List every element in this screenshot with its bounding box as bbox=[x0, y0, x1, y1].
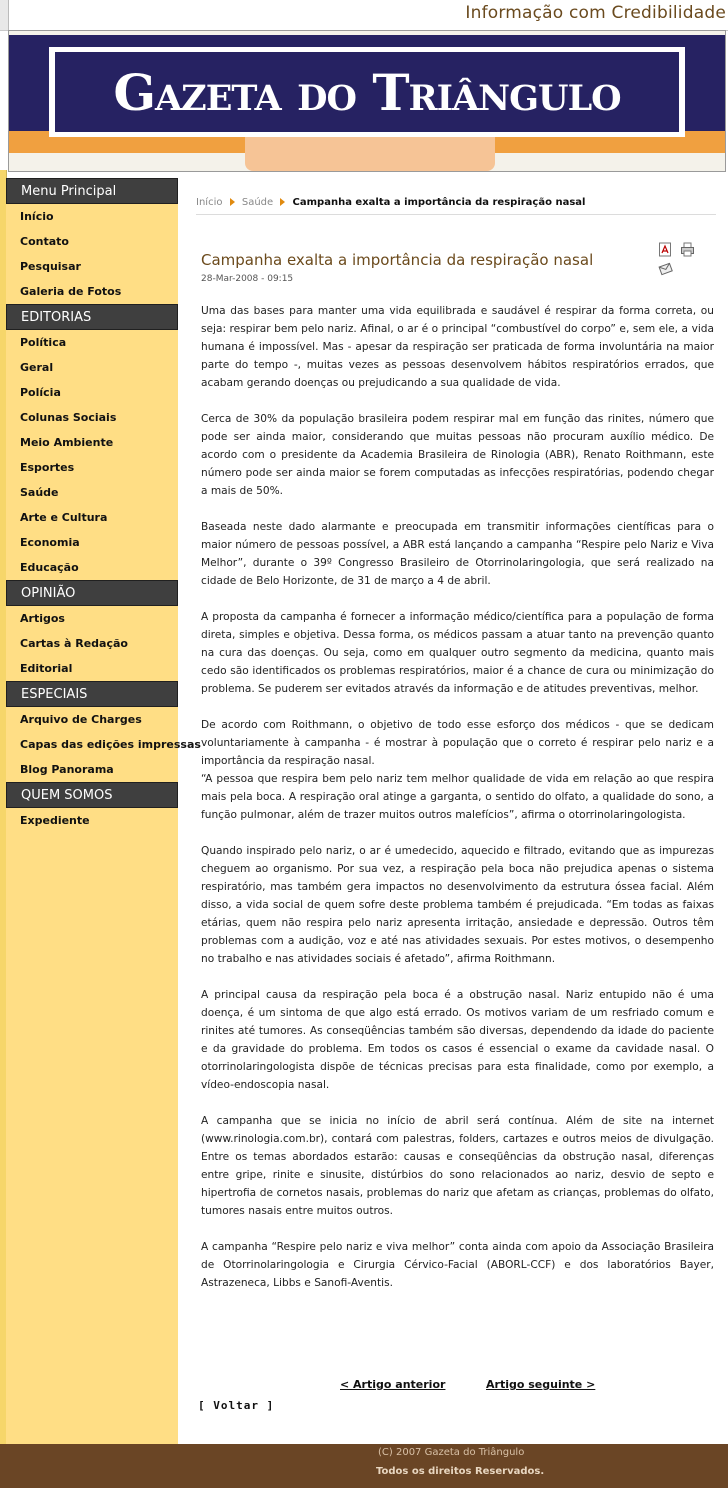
article-paragraph: A principal causa da respiração pela boca é a obstrução nasal. Nariz entupido não é uma doença, é um sintoma de que algo está errado. Os motivos variam de um resfriado comum e rinites até tumores. As conseqüências também são diversas, dependendo da idade do paciente e da gravidade do problema. Em todos os casos é essencial o exame da cavidade nasal. O otorrinolaringologista dispõe de técnicas precisas para esta finalidade, como por exemplo, a vídeo-endoscopia nasal. bbox=[201, 989, 714, 1091]
editorias-header: EDITORIAS bbox=[6, 304, 178, 330]
top-bar-edge bbox=[0, 0, 9, 30]
sidebar-item-contato[interactable]: Contato bbox=[20, 235, 69, 248]
sidebar-item-pesquisar[interactable]: Pesquisar bbox=[20, 260, 81, 273]
article-paragraph: Quando inspirado pelo nariz, o ar é umedecido, aquecido e filtrado, evitando que as impurezas cheguem ao organismo. Por sua vez, a respiração pela boca não prejudica apenas o sistema respiratório, mas também gera impactos no desenvolvimento da estrutura óssea facial. Além disso, a vida social de quem sofre deste problema também é prejudicada. “Em todas as faixas etárias, quem não respira pelo nariz apresenta irritação, ansiedade e depressão. Outros têm problemas com a audição, voz e até nas atividades sexuais. Por estes motivos, o desempenho no trabalho e nas atividades sociais é afetado”, afirma Roithmann. bbox=[201, 845, 714, 965]
sidebar-item-cartas-a-redacao[interactable]: Cartas à Redação bbox=[20, 637, 128, 650]
sidebar-item-colunas-sociais[interactable]: Colunas Sociais bbox=[20, 411, 117, 424]
article-paragraph: De acordo com Roithmann, o objetivo de todo esse esforço dos médicos - que se dedicam voluntariamente à campanha - é mostrar à população que o correto é respirar pelo nariz e a importância da respiração nasal. bbox=[201, 719, 714, 767]
footer-rights: Todos os direitos Reservados. bbox=[376, 1466, 545, 1477]
breadcrumb-arrow-icon bbox=[280, 198, 285, 206]
pdf-icon[interactable] bbox=[658, 242, 673, 257]
sidebar-item-policia[interactable]: Polícia bbox=[20, 386, 61, 399]
breadcrumb-section[interactable]: Saúde bbox=[241, 197, 274, 208]
article-paragraph: A campanha que se inicia no início de abril será contínua. Além de site na internet (www.rinologia.com.br), contará com palestras, folders, cartazes e outros meios de divulgação. Entre os temas abordados estarão: causas e conseqüências da obstrução nasal, diferenças entre gripe, rinite e sinusite, distúrbios do sono relacionados ao nariz, desvio de septo e hipertrofia de cornetos nasais, problemas do nariz que afetam as crianças, problemas do olfato, tumores nasais entre muitos outros. bbox=[201, 1115, 714, 1217]
sidebar-item-geral[interactable]: Geral bbox=[20, 361, 54, 374]
opiniao-header: OPINIÃO bbox=[6, 580, 178, 606]
article-body bbox=[201, 302, 714, 1310]
sidebar-item-meio-ambiente[interactable]: Meio Ambiente bbox=[20, 436, 114, 449]
sidebar-item-educacao[interactable]: Educação bbox=[20, 561, 79, 574]
site-tagline: Informação com Credibilidade bbox=[465, 3, 726, 23]
sidebar-item-arquivo-de-charges[interactable]: Arquivo de Charges bbox=[20, 713, 142, 726]
quem-somos-header: QUEM SOMOS bbox=[6, 782, 178, 808]
article-paragraph: Uma das bases para manter uma vida equilibrada e saudável é respirar da forma correta, ou seja: respirar bem pelo nariz. Afinal, o ar é o principal “combustível do corpo” e, sem ele, a vida humana é impossível. Mas - apesar da respiração ser praticada de forma involuntária na maior parte do tempo -, muitas vezes as pessoas desenvolvem hábitos respiratórios errados, que acabam gerando doenças ou prejudicando a sua qualidade de vida. bbox=[201, 305, 714, 389]
especiais-header: ESPECIAIS bbox=[6, 681, 178, 707]
article-paragraph: Baseada neste dado alarmante e preocupada em transmitir informações científicas para o maior número de pessoas possível, a ABR está lançando a campanha “Respire pelo Nariz e Viva Melhor”, durante o 39º Congresso Brasileiro de Otorrinolaringologia, que será realizado na cidade de Belo Horizonte, de 31 de março a 4 de abril. bbox=[201, 521, 714, 587]
sidebar-menu bbox=[6, 178, 201, 1444]
sidebar-item-editorial[interactable]: Editorial bbox=[20, 662, 73, 675]
site-logo[interactable] bbox=[55, 52, 679, 132]
email-icon[interactable] bbox=[658, 261, 673, 276]
logo-text: Gazeta do Triângulo bbox=[113, 62, 621, 122]
sidebar-item-inicio[interactable]: Início bbox=[20, 210, 54, 223]
sidebar-item-blog-panorama[interactable]: Blog Panorama bbox=[20, 763, 114, 776]
article-title: Campanha exalta a importância da respiração nasal bbox=[201, 251, 594, 269]
site-banner[interactable] bbox=[8, 30, 726, 172]
site-footer bbox=[0, 1444, 728, 1488]
sidebar-item-economia[interactable]: Economia bbox=[20, 536, 80, 549]
breadcrumb-home[interactable]: Início bbox=[196, 197, 223, 208]
breadcrumb-current: Campanha exalta a importância da respiração nasal bbox=[292, 197, 586, 208]
sidebar-item-galeria-de-fotos[interactable]: Galeria de Fotos bbox=[20, 285, 122, 298]
sidebar-item-expediente[interactable]: Expediente bbox=[20, 814, 90, 827]
footer-copyright: (C) 2007 Gazeta do Triângulo bbox=[378, 1447, 525, 1458]
menu-principal-header: Menu Principal bbox=[6, 178, 178, 204]
article-quote: “A pessoa que respira bem pelo nariz tem melhor qualidade de vida em relação ao que respira mais pela boca. A respiração oral atinge a garganta, o sentido do olfato, a qualidade do sono, a função pulmonar, além de trazer muitos outros malefícios”, afirma o otorrinolaringologista. bbox=[201, 773, 714, 821]
article-paragraph: Cerca de 30% da população brasileira podem respirar mal em função das rinites, número que pode ser ainda maior, considerando que muitas pessoas não procuram auxílio médico. De acordo com o presidente da Academia Brasileira de Rinologia (ABR), Renato Roithmann, este número pode ser ainda maior se forem computadas as infecções respiratórias, podendo chegar a mais de 50%. bbox=[201, 413, 714, 497]
previous-article-link[interactable]: < Artigo anterior bbox=[340, 1378, 446, 1391]
top-bar bbox=[0, 0, 728, 31]
sidebar-item-arte-e-cultura[interactable]: Arte e Cultura bbox=[20, 511, 108, 524]
breadcrumb-arrow-icon bbox=[230, 198, 235, 206]
article-paragraph: A campanha “Respire pelo nariz e viva melhor” conta ainda com apoio da Associação Brasileira de Otorrinolaringologia e Cirurgia Cérvico-Facial (ABORL-CCF) e dos laboratórios Bayer, Astrazeneca, Libbs e Sanofi-Aventis. bbox=[201, 1241, 714, 1289]
banner-peach-tab bbox=[245, 131, 495, 171]
sidebar-item-capas-das-edicoes[interactable]: Capas das edições impressas bbox=[20, 738, 201, 751]
main-content bbox=[196, 190, 716, 1289]
sidebar-item-politica[interactable]: Política bbox=[20, 336, 67, 349]
sidebar-item-saude[interactable]: Saúde bbox=[20, 486, 59, 499]
back-link[interactable]: [ Voltar ] bbox=[198, 1399, 275, 1412]
article-paragraph: A proposta da campanha é fornecer a informação médico/científica para a população de forma direta, simples e objetiva. Dessa forma, os médicos passam a atuar tanto na prevenção quanto na cura das doenças. Ou seja, como em qualquer outro segmento da medicina, quanto mais cedo são identificados os problemas respiratórios, maior é a chance de cura ou minimização do problema. Se puderem ser evitados através da informação e de atitudes preventivas, melhor. bbox=[201, 611, 714, 695]
next-article-link[interactable]: Artigo seguinte > bbox=[486, 1378, 596, 1391]
breadcrumb bbox=[196, 190, 716, 215]
print-icon[interactable] bbox=[680, 242, 695, 257]
article-tools bbox=[658, 242, 716, 280]
article-date: 28-Mar-2008 - 09:15 bbox=[201, 274, 294, 284]
sidebar-item-esportes[interactable]: Esportes bbox=[20, 461, 75, 474]
sidebar-item-artigos[interactable]: Artigos bbox=[20, 612, 65, 625]
